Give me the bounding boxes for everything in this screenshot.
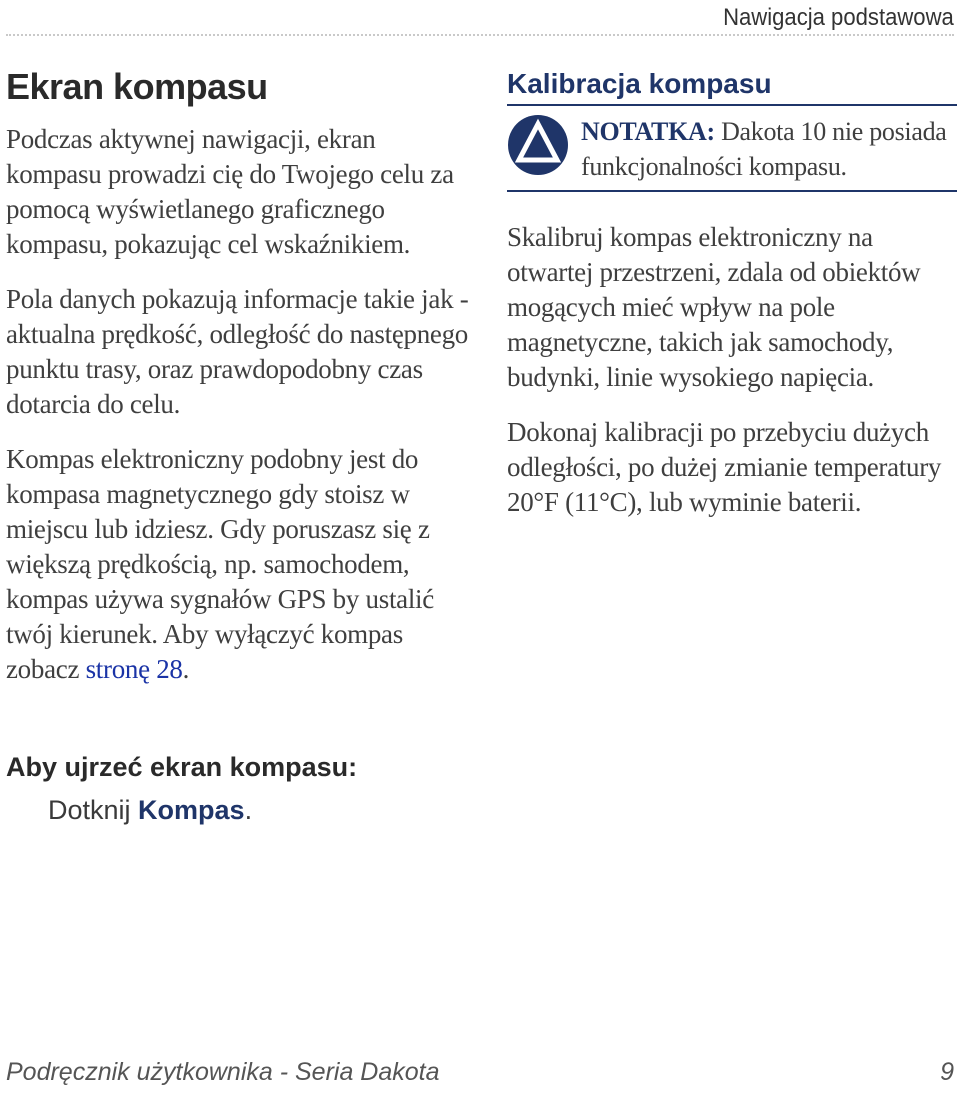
paragraph-intro: Podczas aktywnej nawigacji, ekran kompasu prowadzi cię do Twojego celu za pomocą wyświetlanego graficznego kompasu, pokazując cel wskaźnikiem.	[6, 124, 454, 259]
header-title: Nawigacja podstawowa	[723, 4, 954, 31]
footer-page-number: 9	[940, 1058, 954, 1086]
note-divider	[507, 190, 957, 192]
note-body: Dakota 10 nie posiada funkcjonalności kompasu.	[581, 117, 947, 181]
header-divider	[6, 34, 954, 36]
step-prefix: Dotknij	[48, 795, 131, 825]
garmin-triangle-icon	[507, 114, 569, 176]
compass-menu-item: Kompas	[138, 795, 245, 825]
procedure-step	[48, 795, 252, 826]
paragraph-end: .	[182, 654, 190, 684]
note-text	[581, 114, 957, 184]
paragraph-calibrate: Skalibruj kompas elektroniczny na otwartej przestrzeni, zdala od obiektów mogących mieć wpływ na pole magnetyczne, takich jak samochody, budynki, linie wysokiego napięcia.	[507, 222, 921, 392]
paragraph-electronic-compass	[6, 442, 476, 687]
paragraph-data-fields: Pola danych pokazują informacje takie jak - aktualna prędkość, odległość do następnego punktu trasy, oraz prawdopodobny czas dotarcia do celu.	[6, 284, 469, 419]
procedure-title: Aby ujrzeć ekran kompasu:	[6, 752, 358, 782]
paragraph-text: Kompas elektroniczny podobny jest do kompasa magnetycznego gdy stoisz w miejscu lub idziesz. Gdy poruszasz się z większą prędkością, np. samochodem, kompas używa sygnałów GPS by ustalić twój kierunek. Aby wyłączyć kompas zobacz	[6, 444, 434, 684]
right-column	[507, 66, 957, 540]
section-heading-calibration: Kalibracja kompasu	[507, 68, 957, 106]
note-label: NOTATKA:	[581, 117, 715, 146]
left-column	[6, 66, 476, 707]
section-heading-compass-screen: Ekran kompasu	[6, 66, 268, 107]
note-box	[507, 114, 957, 184]
step-suffix: .	[244, 795, 253, 825]
footer-manual-title: Podręcznik użytkownika - Seria Dakota	[6, 1058, 440, 1086]
page-link[interactable]: stronę 28	[85, 654, 183, 684]
paragraph-recalibrate: Dokonaj kalibracji po przebyciu dużych odległości, po dużej zmianie temperatury 20°F (11°C), lub wyminie baterii.	[507, 417, 942, 517]
